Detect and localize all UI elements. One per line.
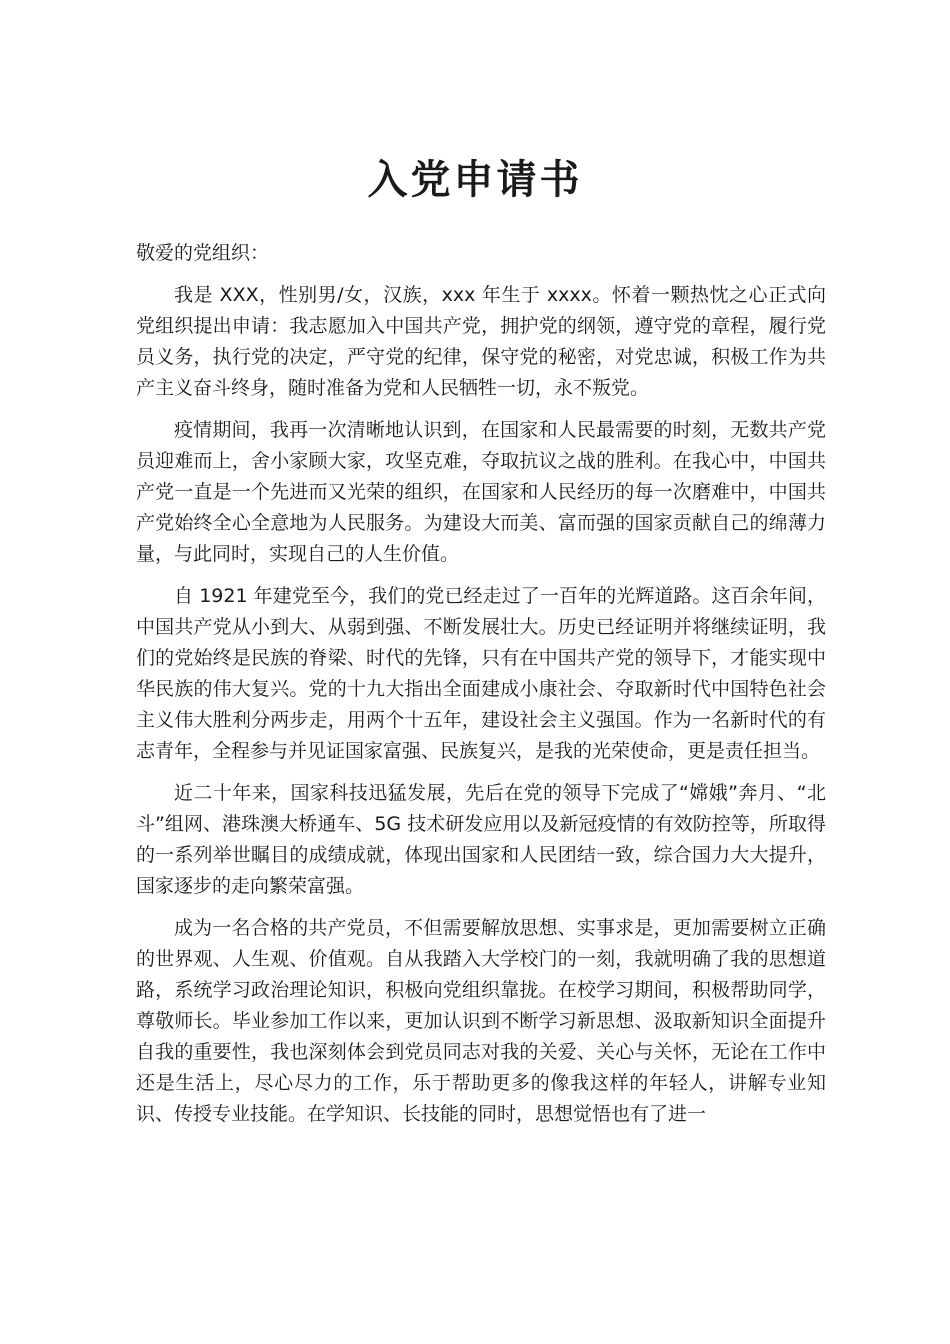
paragraph-personal: 成为一名合格的共产党员，不但需要解放思想、实事求是，更加需要树立正确的世界观、人生观、价值观。自从我踏入大学校门的一刻，我就明确了我的思想道路，系统学习政治理论知识，积极向党组织靠拢。在校学习期间，积极帮助同学，尊敬师长。毕业参加工作以来，更加认识到不断学习新思想、汲取新知识全面提升自我的重要性，我也深刻体会到党员同志对我的关爱、关心与关怀，无论在工作中还是生活上，尽心尽力的工作，乐于帮助更多的像我这样的年轻人，讲解专业知识、传授专业技能。在学知识、长技能的同时，思想觉悟也有了进一: [136, 917, 826, 1125]
document-body: [136, 238, 826, 1141]
paragraph-history: 自 1921 年建党至今，我们的党已经走过了一百年的光辉道路。这百余年间，中国共产党从小到大、从弱到强、不断发展壮大。历史已经证明并将继续证明，我们的党始终是民族的脊梁、时代的先锋，只有在中国共产党的领导下，才能实现中华民族的伟大复兴。党的十九大指出全面建成小康社会、夺取新时代中国特色社会主义伟大胜利分两步走，用两个十五年，建设社会主义强国。作为一名新时代的有志青年，全程参与并见证国家富强、民族复兴，是我的光荣使命，更是责任担当。: [136, 585, 826, 762]
paragraph-technology: 近二十年来，国家科技迅猛发展，先后在党的领导下完成了“嫦娥”奔月、“北斗”组网、港珠澳大桥通车、5G 技术研发应用以及新冠疫情的有效防控等，所取得的一系列举世瞩目的成绩成就，体现出国家和人民团结一致，综合国力大大提升，国家逐步的走向繁荣富强。: [136, 782, 826, 897]
paragraph-intro: 我是 XXX，性别男/女，汉族，xxx 年生于 xxxx。怀着一颗热忱之心正式向党组织提出申请：我志愿加入中国共产党，拥护党的纲领，遵守党的章程，履行党员义务，执行党的决定，严守党的纪律，保守党的秘密，对党忠诚，积极工作为共产主义奋斗终身，随时准备为党和人民牺牲一切，永不叛党。: [136, 284, 826, 399]
document-title: 入党申请书: [367, 157, 583, 203]
salutation: 敬爱的党组织：: [136, 242, 270, 264]
paragraph-pandemic: 疫情期间，我再一次清晰地认识到，在国家和人民最需要的时刻，无数共产党员迎难而上，舍小家顾大家，攻坚克难，夺取抗议之战的胜利。在我心中，中国共产党一直是一个先进而又光荣的组织，在国家和人民经历的每一次磨难中，中国共产党始终全心全意地为人民服务。为建设大而美、富而强的国家贡献自己的绵薄力量，与此同时，实现自己的人生价值。: [136, 419, 826, 565]
